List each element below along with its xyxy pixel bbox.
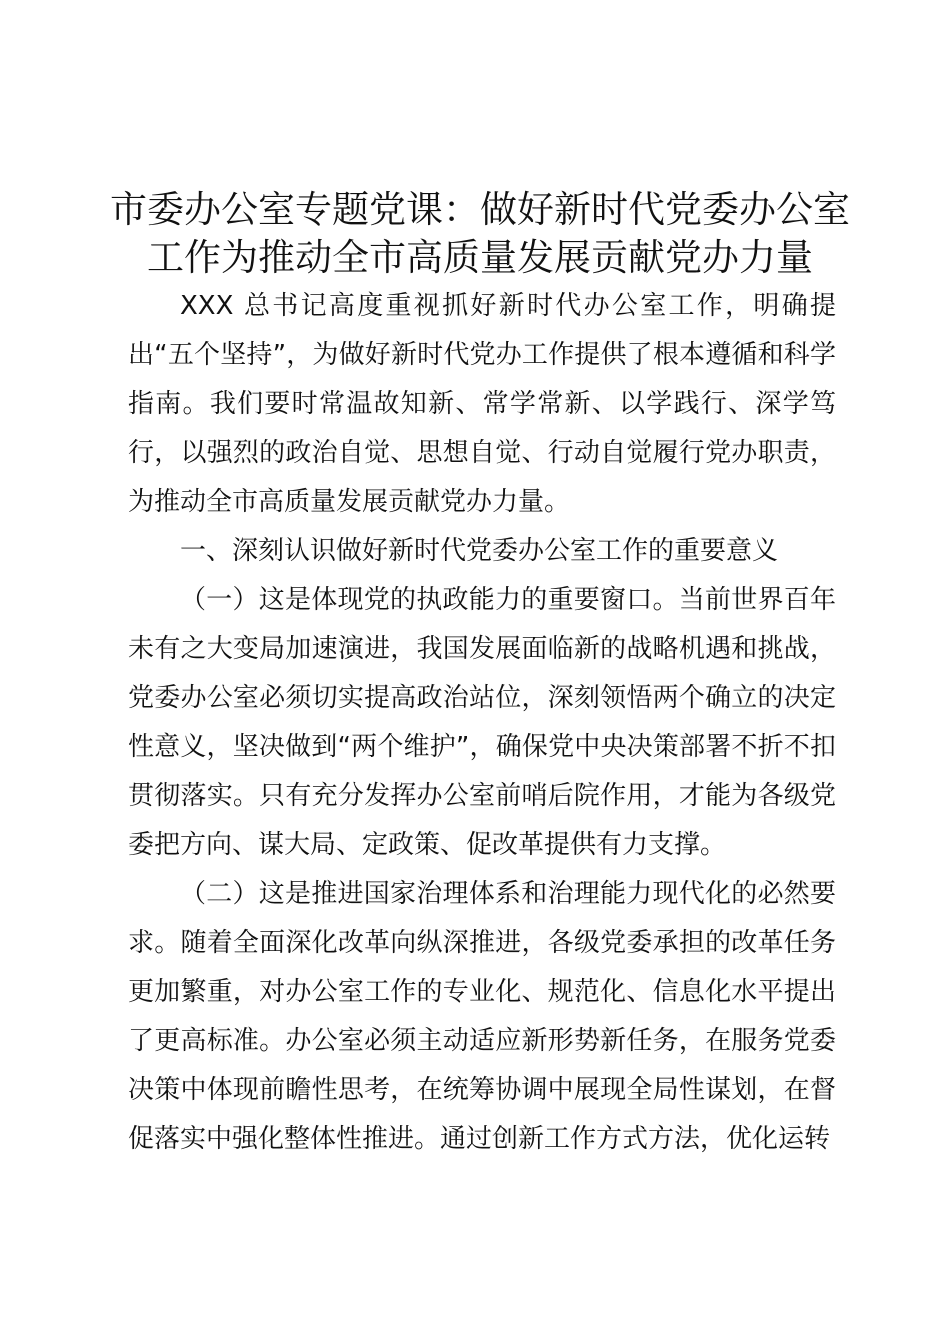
intro-paragraph: XXX 总书记高度重视抓好新时代办公室工作，明确提出“五个坚持”，为做好新时代党办工作提供了根本遵循和科学指南。我们要时常温故知新、常学常新、以学践行、深学笃行，以强烈的政治自觉、思想自觉、行动自觉履行党办职责，为推动全市高质量发展贡献党办力量。 <box>128 291 836 517</box>
title-line-1: 市委办公室专题党课：做好新时代党委办公室 <box>110 188 850 231</box>
body-paragraph: （二）这是推进国家治理体系和治理能力现代化的必然要求。随着全面深化改革向纵深推进，各级党委承担的改革任务更加繁重，对办公室工作的专业化、规范化、信息化水平提出了更高标准。办公室必须主动适应新形势新任务，在服务党委决策中体现前瞻性思考，在统筹协调中展现全局性谋划，在督促落实中强化整体性推进。通过创新工作方式方法，优化运转 <box>128 879 836 1154</box>
section-heading: 一、深刻认识做好新时代党委办公室工作的重要意义 <box>180 536 779 566</box>
body-paragraph: （一）这是体现党的执政能力的重要窗口。当前世界百年未有之大变局加速演进，我国发展面临新的战略机遇和挑战，党委办公室必须切实提高政治站位，深刻领悟两个确立的决定性意义，坚决做到“两个维护”，确保党中央决策部署不折不扣贯彻落实。只有充分发挥办公室前哨后院作用，才能为各级党委把方向、谋大局、定政策、促改革提供有力支撑。 <box>128 585 836 860</box>
document-body <box>128 282 836 1164</box>
document-title <box>100 186 860 282</box>
title-line-2: 工作为推动全市高质量发展贡献党办力量 <box>147 236 813 279</box>
